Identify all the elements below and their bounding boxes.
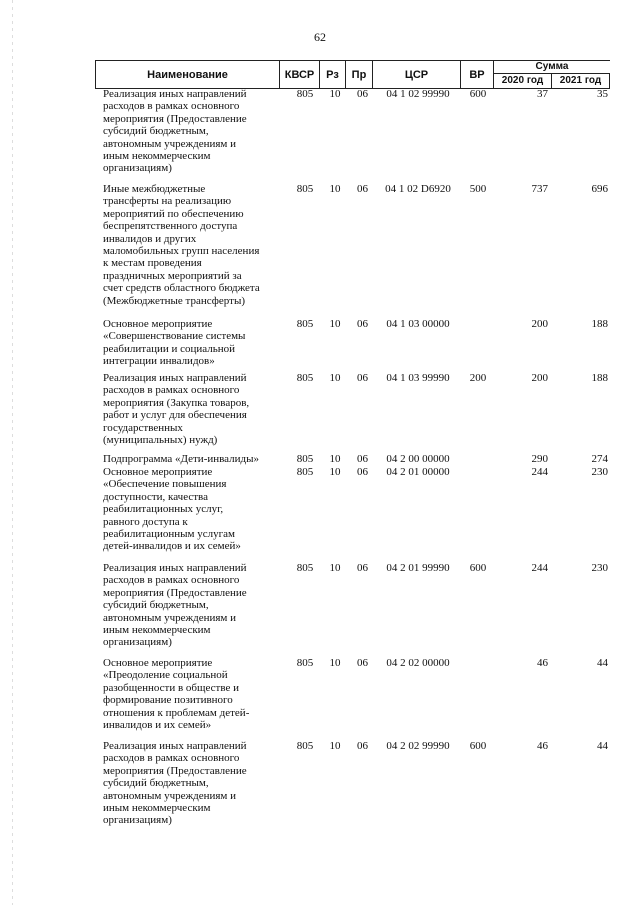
scan-margin-mark: [12, 0, 13, 905]
header-rz: Рз: [320, 61, 346, 88]
row-name: Основное мероприятие «Обеспечение повышения доступности, качества реабилитационных услуг, равного доступа к реабилитационным услугам детей-инвалидов и их семей»: [103, 466, 241, 553]
row-name: Иные межбюджетные трансферты на реализацию мероприятий по обеспечению беспрепятственного доступа инвалидов и других маломобильных групп населения к местам проведения праздничных мероприятий за счет средств областного бюджета (Межбюджетные трансферты): [103, 183, 260, 307]
row-kvsr: 805: [296, 183, 314, 195]
row-rz: 10: [329, 88, 341, 100]
row-csr: 04 1 03 99990: [386, 372, 450, 384]
row-sum-2021: 188: [591, 372, 608, 384]
row-rz: 10: [329, 372, 341, 384]
row-csr: 04 2 02 99990: [386, 740, 450, 752]
header-2021: 2021 год: [552, 74, 610, 88]
row-rz: 10: [329, 562, 341, 574]
row-kvsr: 805: [296, 88, 314, 100]
row-sum-2021: 696: [591, 183, 608, 195]
row-sum-2020: 244: [531, 466, 548, 478]
row-sum-2020: 244: [531, 562, 548, 574]
row-sum-2021: 44: [597, 657, 608, 669]
row-csr: 04 2 02 00000: [386, 657, 450, 669]
row-sum-2021: 188: [591, 318, 608, 330]
row-rz: 10: [329, 183, 341, 195]
row-kvsr: 805: [296, 318, 314, 330]
row-name: Реализация иных направлений расходов в рамках основного мероприятия (Предоставление субсидий бюджетным, автономным учреждениям и иным некоммерческим организациям): [103, 562, 247, 649]
row-csr: 04 1 02 99990: [386, 88, 450, 100]
header-2020: 2020 год: [494, 74, 552, 88]
header-name: Наименование: [95, 61, 280, 88]
row-vr: 600: [469, 562, 487, 574]
row-csr: 04 1 03 00000: [386, 318, 450, 330]
row-kvsr: 805: [296, 372, 314, 384]
table-header: [95, 60, 610, 89]
row-sum-2020: 46: [537, 657, 548, 669]
row-sum-2020: 737: [531, 183, 548, 195]
row-rz: 10: [329, 318, 341, 330]
row-sum-2021: 230: [591, 466, 608, 478]
row-sum-2020: 290: [531, 453, 548, 465]
row-rz: 10: [329, 466, 341, 478]
row-sum-2020: 200: [531, 372, 548, 384]
row-vr: 600: [469, 740, 487, 752]
row-kvsr: 805: [296, 657, 314, 669]
row-sum-2020: 37: [537, 88, 548, 100]
row-vr: 500: [469, 183, 487, 195]
header-kvsr: КВСР: [280, 61, 320, 88]
header-vr: ВР: [461, 61, 494, 88]
row-csr: 04 2 01 00000: [386, 466, 450, 478]
row-name: Реализация иных направлений расходов в рамках основного мероприятия (Предоставление субсидий бюджетным, автономным учреждениям и иным некоммерческим организациям): [103, 740, 247, 827]
row-sum-2021: 35: [597, 88, 608, 100]
row-name: Реализация иных направлений расходов в рамках основного мероприятия (Предоставление субсидий бюджетным, автономным учреждениям и иным некоммерческим организациям): [103, 88, 247, 175]
row-rz: 10: [329, 740, 341, 752]
row-pr: 06: [357, 183, 368, 195]
page-number: 62: [314, 30, 326, 44]
row-sum-2020: 200: [531, 318, 548, 330]
header-sum: Сумма: [494, 61, 610, 74]
row-sum-2021: 44: [597, 740, 608, 752]
row-pr: 06: [357, 657, 368, 669]
row-name: Реализация иных направлений расходов в рамках основного мероприятия (Закупка товаров, работ и услуг для обеспечения государственных (муниципальных) нужд): [103, 372, 250, 447]
row-pr: 06: [357, 88, 368, 100]
row-kvsr: 805: [296, 466, 314, 478]
row-pr: 06: [357, 562, 368, 574]
row-csr: 04 1 02 D6920: [385, 183, 451, 195]
row-rz: 10: [329, 657, 341, 669]
row-sum-2021: 274: [591, 453, 608, 465]
row-name: Основное мероприятие «Совершенствование системы реабилитации и социальной интеграции инвалидов»: [103, 318, 246, 368]
row-csr: 04 2 01 99990: [386, 562, 450, 574]
row-vr: 600: [469, 88, 487, 100]
row-name: Основное мероприятие «Преодоление социальной разобщенности в обществе и формирование позитивного отношения к проблемам детей- инвалидов и их семей»: [103, 657, 250, 732]
row-pr: 06: [357, 372, 368, 384]
row-pr: 06: [357, 453, 368, 465]
row-vr: 200: [469, 372, 487, 384]
row-name: Подпрограмма «Дети-инвалиды»: [103, 453, 260, 465]
row-kvsr: 805: [296, 740, 314, 752]
row-sum-2021: 230: [591, 562, 608, 574]
row-kvsr: 805: [296, 562, 314, 574]
header-csr: ЦСР: [373, 61, 461, 88]
row-kvsr: 805: [296, 453, 314, 465]
row-pr: 06: [357, 318, 368, 330]
row-csr: 04 2 00 00000: [386, 453, 450, 465]
header-sum-group: [494, 61, 610, 88]
header-pr: Пр: [346, 61, 373, 88]
row-pr: 06: [357, 466, 368, 478]
row-pr: 06: [357, 740, 368, 752]
row-rz: 10: [329, 453, 341, 465]
row-sum-2020: 46: [537, 740, 548, 752]
